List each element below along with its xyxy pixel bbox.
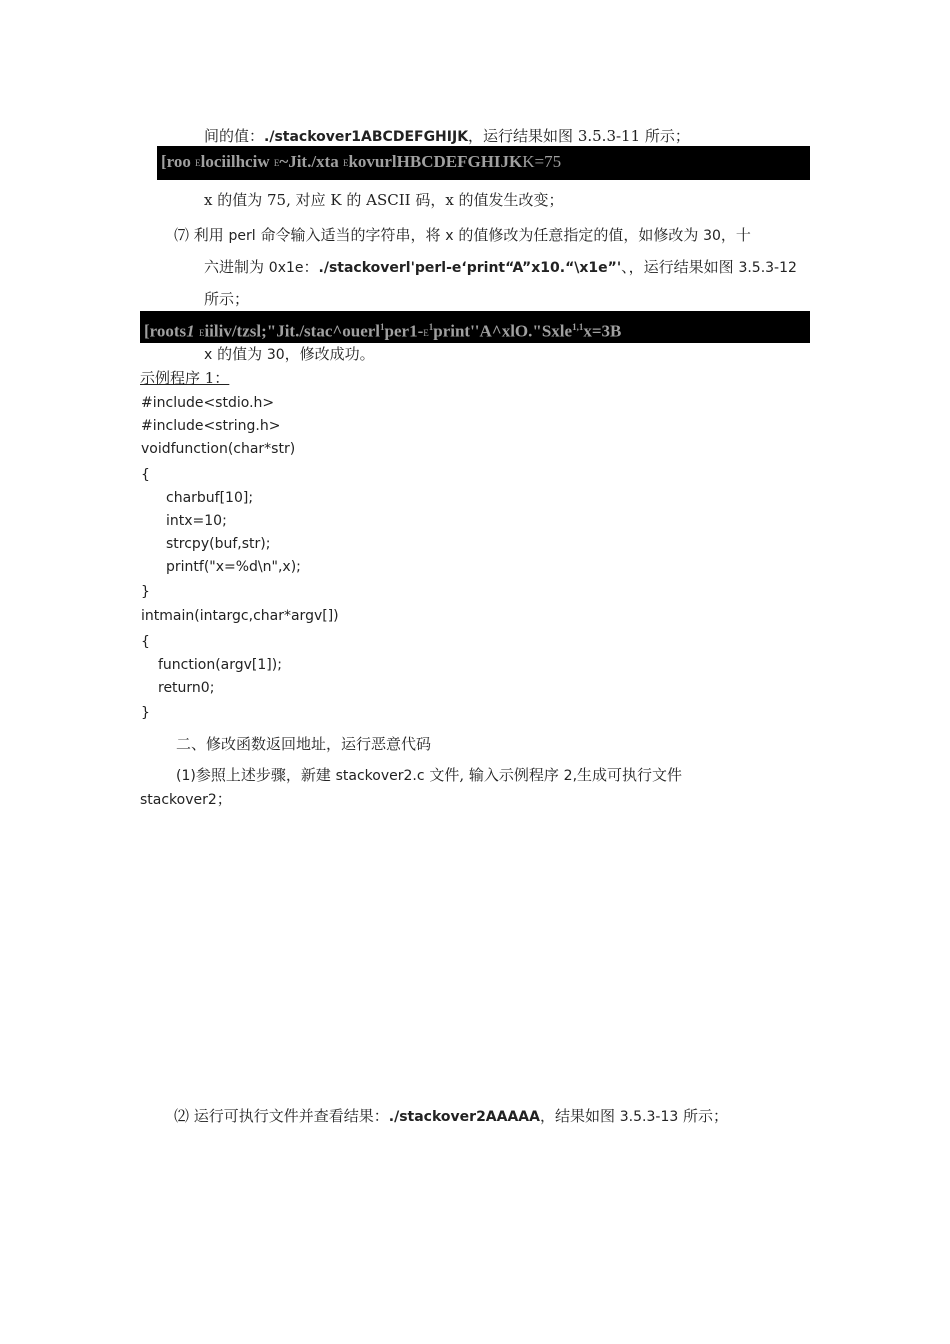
text: 30	[703, 228, 721, 244]
code-line: #include<string.h>	[141, 418, 281, 434]
text: perl	[228, 228, 256, 244]
terminal-text: K=75	[522, 152, 562, 171]
terminal-text: [roots	[144, 321, 187, 341]
command-text: ./stackover2AAAAA	[388, 1109, 540, 1125]
text: 3.5.3-13	[619, 1109, 679, 1125]
terminal-text: E	[423, 327, 429, 338]
paragraph-line	[176, 765, 682, 786]
terminal-text: 1	[428, 322, 434, 332]
code-line: voidfunction(char*str)	[141, 441, 296, 457]
terminal-text: lociilhciw	[200, 152, 270, 171]
terminal-text: E	[342, 158, 349, 169]
terminal-text: 1,1	[572, 322, 584, 332]
paragraph-line	[174, 225, 751, 246]
terminal-text: ~Jit./xta	[279, 152, 339, 171]
text: 二、修改函数返回地址，运行恶意代码	[176, 735, 432, 753]
text: 所示；	[678, 1107, 729, 1125]
text: stackover2.c	[335, 768, 425, 784]
example-heading	[140, 368, 229, 388]
text: 3.5.3-12	[738, 260, 797, 276]
code-line: printf("x=%d\n",x);	[166, 559, 301, 575]
terminal-text: [roo	[161, 152, 191, 171]
text: stackover2	[140, 792, 217, 808]
text: 2,	[563, 768, 578, 784]
terminal-text: iiliv/tzsl;"Jit./stac^ouerl	[204, 321, 381, 341]
text: x 的值为 75, 对应 K 的 ASCII 码，x 的值发生改变；	[204, 191, 564, 209]
paragraph-line	[204, 126, 690, 147]
text: ：	[303, 258, 319, 276]
code-line: }	[141, 705, 150, 721]
terminal-text: 1	[380, 322, 385, 332]
text: 六进制为	[204, 258, 269, 276]
text: ⑺ 利用	[174, 226, 229, 244]
text: 所示；	[204, 290, 250, 308]
text: 0x1e	[268, 260, 304, 276]
terminal-text: kovurlHBCDEFGHIJK	[348, 152, 523, 171]
terminal-text: per1-	[384, 321, 424, 341]
text: 生成可执行文件	[577, 766, 683, 784]
text: x	[445, 228, 454, 244]
text: (1)	[176, 768, 196, 784]
paragraph-line	[204, 190, 564, 210]
text: ，十	[720, 226, 751, 244]
text: 30	[266, 347, 285, 363]
code-line: strcpy(buf,str);	[166, 536, 271, 552]
code-line: intx=10;	[166, 513, 227, 529]
terminal-text: E	[198, 327, 205, 338]
terminal-text: print''A^xlO."Sxle	[433, 321, 573, 341]
text: 的值为	[212, 345, 267, 363]
section-heading	[176, 734, 431, 754]
terminal-text: 1	[186, 321, 195, 341]
command-text: ./stackoverl'perl-e‘print“A”x10.“\x1e”'	[318, 260, 622, 276]
text: 、，运行结果如图	[621, 258, 739, 276]
text: 文件, 输入示例程序	[424, 766, 564, 784]
code-line: {	[141, 634, 150, 650]
text: 命令输入适当的字符串，将	[255, 226, 446, 244]
terminal-text: E	[273, 158, 280, 169]
terminal-text: x=3B	[583, 321, 622, 341]
code-line: intmain(intargc,char*argv[])	[141, 608, 339, 624]
text: 参照上述步骤，新建	[195, 766, 336, 784]
paragraph-line	[204, 257, 797, 278]
text: 间的值：	[204, 127, 265, 145]
code-line: return0;	[158, 680, 215, 696]
code-line: #include<stdio.h>	[141, 395, 275, 411]
terminal-screenshot	[140, 311, 810, 343]
code-line: charbuf[10];	[166, 490, 254, 506]
terminal-screenshot	[157, 146, 810, 180]
text: ⑵ 运行可执行文件并查看结果：	[174, 1107, 389, 1125]
paragraph-line	[140, 789, 232, 810]
text: x	[204, 347, 213, 363]
code-line: {	[141, 467, 150, 483]
text: 的值修改为任意指定的值，如修改为	[453, 226, 704, 244]
paragraph-line	[204, 289, 249, 309]
paragraph-line	[204, 344, 375, 365]
text: ，修改成功。	[284, 345, 375, 363]
paragraph-line	[174, 1106, 728, 1127]
text: 示例程序 1：	[140, 369, 230, 387]
code-line: }	[141, 584, 150, 600]
text: ；	[216, 790, 232, 808]
command-text: ./stackover1ABCDEFGHIJK	[264, 129, 469, 145]
text: ，结果如图	[539, 1107, 620, 1125]
terminal-text: E	[195, 158, 201, 169]
text: ，运行结果如图 3.5.3-11 所示；	[468, 127, 690, 145]
code-line: function(argv[1]);	[158, 657, 282, 673]
